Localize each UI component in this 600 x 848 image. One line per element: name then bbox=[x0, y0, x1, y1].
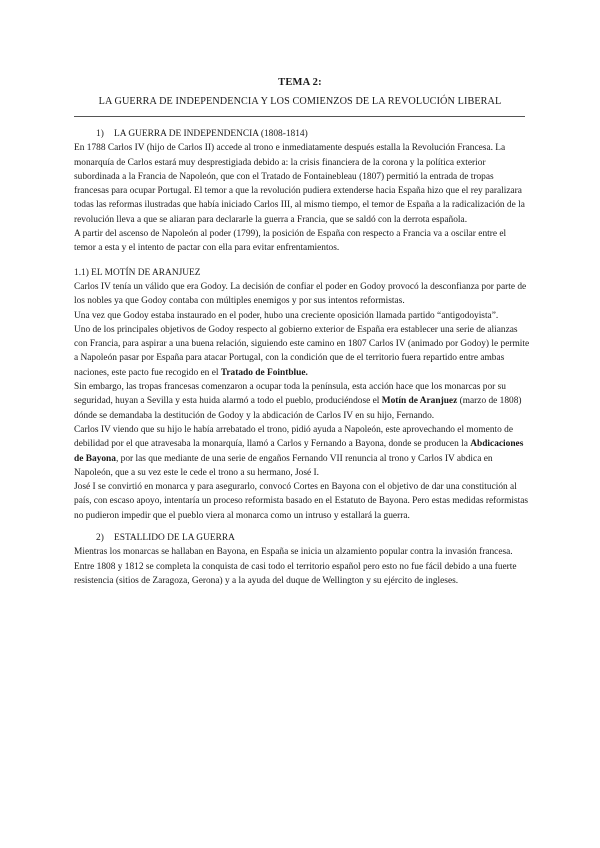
spacer bbox=[74, 256, 530, 266]
section-1-1-heading: 1.1) EL MOTÍN DE ARANJUEZ bbox=[74, 267, 201, 278]
section-2-heading bbox=[74, 531, 530, 545]
section-1-heading bbox=[74, 127, 530, 141]
section-1-1-paragraph-1: Carlos IV tenía un válido que era Godoy. La decisión de confiar el poder en Godoy provocó la desconfianza por parte de los nobles ya que Godoy contaba con múltiples enemigos y por sus intentos reformistas. bbox=[74, 281, 527, 307]
section-2-paragraph-1: Mientras los monarcas se hallaban en Bayona, en España se inicia un alzamiento popular contra la invasión francesa. bbox=[74, 547, 513, 558]
section-1-1-paragraph-3 bbox=[74, 323, 530, 380]
page-subtitle: LA GUERRA DE INDEPENDENCIA Y LOS COMIENZOS DE LA REVOLUCIÓN LIBERAL bbox=[98, 96, 502, 107]
section-1-paragraph-1: En 1788 Carlos IV (hijo de Carlos II) accede al trono e inmediatamente después estalla la Revolución Francesa. La monarquía de Carlos estará muy desprestigiada debido a: la crisis financiera de la corona y la política exterior subordinada a la Francia de Napoleón, que con el Tratado de Fontainebleau (1807) permitió la entrada de tropas francesas para ocupar Portugal. El temor a que la revolución pudiera extenderse hacia España hizo que el rey paralizara todas las reformas ilustradas que había iniciado Carlos III, al mismo tiempo, el temor de España a la radicalización de la revolución lleva a que se aliaran para declararle la guerra a Francia, que se saldó con la derrota española. bbox=[74, 143, 525, 225]
document-body bbox=[74, 127, 530, 588]
spacer bbox=[74, 523, 530, 531]
section-1-1-paragraph-5 bbox=[74, 423, 530, 480]
section-1-paragraph-2: A partir del ascenso de Napoleón al poder (1799), la posición de España con respecto a Francia va a oscilar entre el temor a esta y el intento de pactar con ella para evitar enfrentamientos. bbox=[74, 229, 507, 254]
page-title: TEMA 2: bbox=[278, 77, 322, 88]
section-1-1-paragraph-6: José I se convirtió en monarca y para asegurarlo, convocó Cortes en Bayona con el objetivo de dar una constitución al país, con escaso apoyo, intentaría un proceso reformista basado en el Estatuto de Bayona. Pero estas medidas reformistas no pudieron impedir que el pueblo viera al monarca como un intruso y estallará la guerra. bbox=[74, 482, 529, 521]
paragraph-text: Carlos IV viendo que su hijo le había arrebatado el trono, pidió ayuda a Napoleón, este aprovechando el momento de debilidad por el que atravesaba la monarquía, llamó a Carlos y Fernando a Bayona, donde se producen la bbox=[74, 424, 514, 450]
paragraph-text: Sin embargo, las tropas francesas comenzaron a ocupar toda la península, esta acción hace que los monarcas por su seguridad, huyan a Sevilla y esta huida alarmó a todo el pueblo, produciéndose el bbox=[74, 382, 506, 407]
paragraph-text: Uno de los principales objetivos de Godoy respecto al gobierno exterior de España era establecer una serie de alianzas con Francia, para aspirar a una buena relación, siguiendo este camino en 1807 Carlos IV (animado por Godoy) le permite a Napoleón pasar por España para atacar Portugal, con la condición que de el territorio fuera repartido entre ambas naciones, este pacto fue recogido en el bbox=[74, 324, 530, 378]
motin-name: Motín de Aranjuez bbox=[381, 396, 458, 407]
paragraph-text: (marzo de 1808) dónde se demandaba la destitución de Godoy y la abdicación de Carlos IV en su hijo, Fernando. bbox=[74, 396, 522, 421]
title-divider bbox=[74, 116, 525, 117]
section-1-title: LA GUERRA DE INDEPENDENCIA (1808-1814) bbox=[114, 129, 308, 139]
section-2-number: 2) bbox=[96, 533, 104, 544]
section-2-paragraph-2: Entre 1808 y 1812 se completa la conquista de casi todo el territorio español pero esto no fue fácil debido a una fuerte resistencia (sitios de Zaragoza, Gerona) y a la ayuda del duque de Wellington y su ejército de ingleses. bbox=[74, 561, 517, 586]
abdicaciones-name: Abdicaciones de Bayona bbox=[74, 439, 524, 464]
section-1-1-paragraph-4 bbox=[74, 380, 530, 423]
treaty-name: Tratado de Fointblue. bbox=[220, 367, 308, 378]
title-block bbox=[0, 76, 600, 109]
section-1-number: 1) bbox=[96, 129, 104, 139]
paragraph-text: , por las que mediante de una serie de engaños Fernando VII renuncia al trono y Carlos IV abdica en Napoleón, que a su vez este le cede el trono a su hermano, José I. bbox=[74, 453, 493, 478]
section-1-1-paragraph-2: Una vez que Godoy estaba instaurado en el poder, hubo una creciente oposición llamada partido “antigodoyista”. bbox=[74, 310, 499, 321]
section-2-title: ESTALLIDO DE LA GUERRA bbox=[114, 533, 235, 544]
